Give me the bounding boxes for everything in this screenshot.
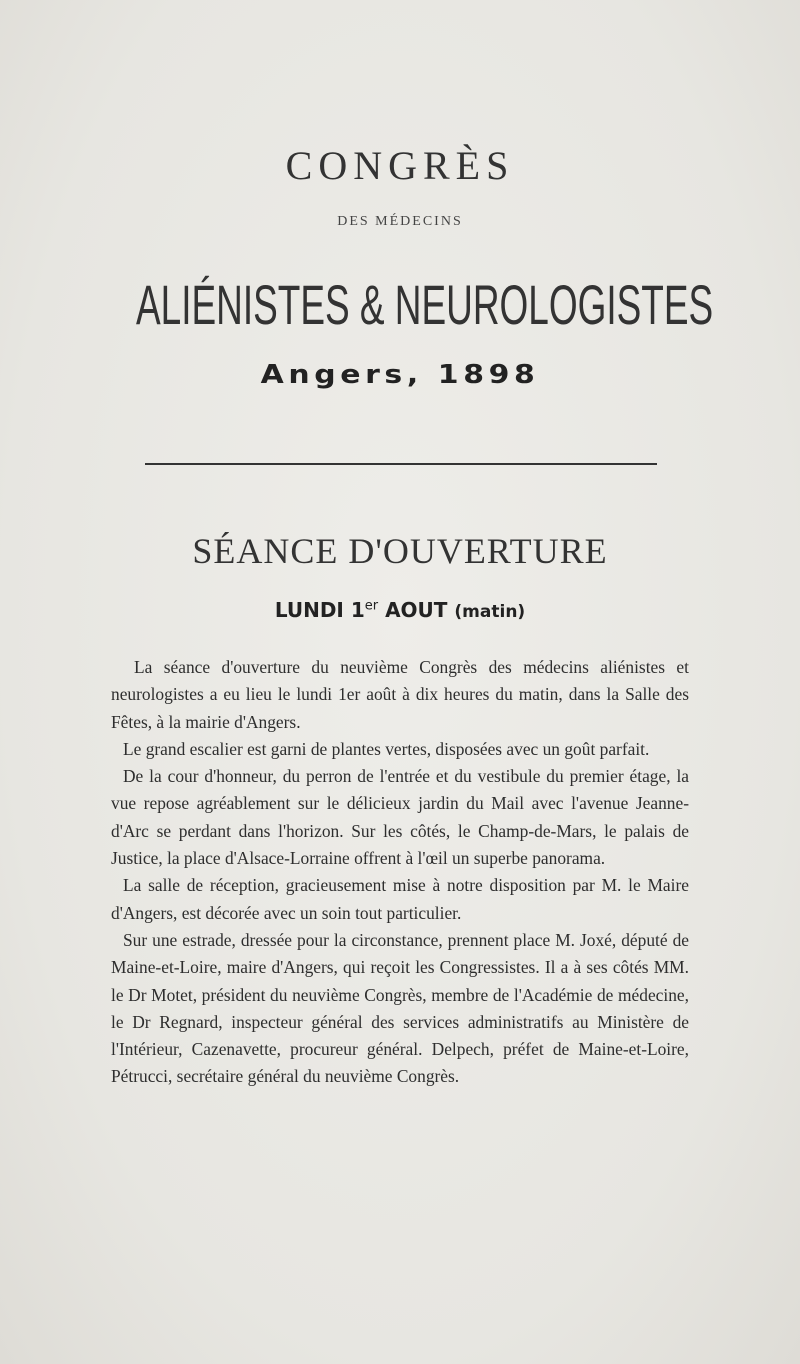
subtitle-angers-1898: Angers, 1898 xyxy=(260,360,540,390)
date-superscript: er xyxy=(364,598,379,614)
paragraph-5: Sur une estrade, dressée pour la circonstance, prennent place M. Joxé, député de Maine-et-Loire, maire d'Angers, qui reçoit les Congressistes. Il a à ses côtés MM. le Dr Motet, président du neuvième Congrès, membre de l'Académie de médecine, le Dr Regnard, inspecteur général des services administratifs au Ministère de l'Intérieur, Cazenavette, procureur général. Delpech, préfet de Maine-et-Loire, Pétrucci, secrétaire général du neuvième Congrès. xyxy=(111,929,689,1087)
date-time-of-day: (matin) xyxy=(454,602,526,622)
title-des-medecins: DES MÉDECINS xyxy=(337,214,463,229)
paragraph-2: Le grand escalier est garni de plantes vertes, disposées avec un goût parfait. xyxy=(123,738,650,759)
date-day: LUNDI 1 xyxy=(274,598,365,622)
section-heading: SÉANCE D'OUVERTURE xyxy=(192,531,608,571)
paragraph-1: La séance d'ouverture du neuvième Congrès des médecins aliénistes et neurologistes a eu lieu le lundi 1er août à dix heures du matin, dans la Salle des Fêtes, à la mairie d'Angers. xyxy=(111,657,689,732)
date-month: AOUT xyxy=(385,598,448,622)
paragraph-4: La salle de réception, gracieusement mise à notre disposition par M. le Maire d'Angers, est décorée avec un soin tout particulier. xyxy=(111,875,689,923)
body-text xyxy=(111,654,689,1091)
horizontal-rule xyxy=(145,463,657,465)
title-congres: CONGRÈS xyxy=(285,143,515,188)
session-date xyxy=(0,598,800,622)
title-alienistes-neurologistes: ALIÉNISTES & NEUROLOGISTES xyxy=(136,273,714,336)
paragraph-3: De la cour d'honneur, du perron de l'entrée et du vestibule du premier étage, la vue repose agréablement sur le délicieux jardin du Mail avec l'avenue Jeanne-d'Arc se perdant dans l'horizon. Sur les côtés, le Champ-de-Mars, le palais de Justice, la place d'Alsace-Lorraine offrent à l'œil un superbe panorama. xyxy=(111,766,689,869)
